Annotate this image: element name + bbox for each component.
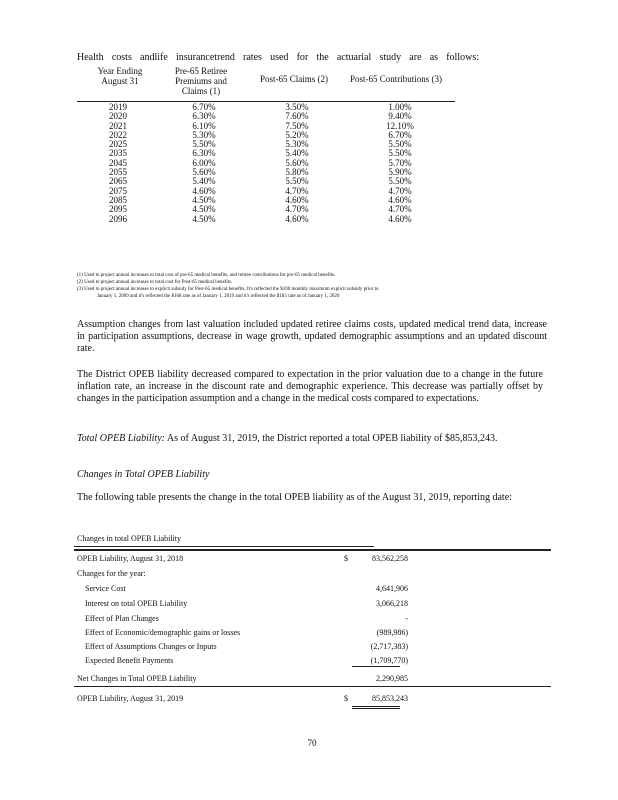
changes-row-label: Net Changes in Total OPEB Liability <box>77 674 197 683</box>
post65-contributions-cell: 12.10% <box>386 120 414 131</box>
post65-contributions-cell: 5.70% <box>388 157 412 168</box>
changes-row-amount: 2,290,985 <box>376 674 408 683</box>
year-cell: 2025 <box>109 139 127 150</box>
assumption-paragraph: Assumption changes from last valuation included updated retiree claims costs, updated medical trend data, increase in participation assumptions, decrease in wage growth, updated demographic assumptions and an updated discount rate. <box>77 319 547 354</box>
header-post65-contributions: Post-65 Contributions (3) <box>350 74 443 84</box>
post65-claims-cell: 3.50% <box>285 102 309 112</box>
changes-row-label: Changes for the year: <box>77 569 146 578</box>
footnote-2: (2) Used to project annual increases to total cost for Post-65 medical benefits. <box>77 280 233 285</box>
post65-claims-cell: 5.20% <box>285 129 309 140</box>
pre65-cell: 5.50% <box>192 139 216 150</box>
total-opeb-text: As of August 31, 2019, the District reported a total OPEB liability of $85,853,243. <box>166 433 498 444</box>
changes-row-amount: (2,717,383) <box>370 642 408 651</box>
post65-contributions-cell: 5.90% <box>388 167 412 178</box>
trend-row <box>77 215 455 224</box>
year-cell: 2055 <box>109 167 127 178</box>
pre65-cell: 5.60% <box>192 167 216 178</box>
pre65-cell: 6.70% <box>192 102 216 112</box>
post65-contributions-cell: 5.50% <box>388 139 412 150</box>
total-opeb-paragraph <box>77 433 507 445</box>
changes-heading: Changes in Total OPEB Liability <box>77 469 210 480</box>
changes-row-amount: 85,853,243 <box>372 694 408 703</box>
footnote-1: (1) Used to project annual increases to total cost of pre-65 medical benefits, and retiree contributions for pre-65 medical benefits. <box>77 273 336 278</box>
changes-row-dollar: $ <box>344 694 348 703</box>
total-rule-2 <box>352 708 400 709</box>
post65-contributions-cell: 6.70% <box>388 129 412 140</box>
pre65-cell: 6.30% <box>192 148 216 159</box>
post65-contributions-cell: 1.00% <box>388 102 412 112</box>
header-pre65: Pre-65 Retiree Premiums and Claims (1) <box>174 66 228 96</box>
changes-caption: Changes in total OPEB Liability <box>77 534 181 543</box>
changes-row-label: OPEB Liability, August 31, 2018 <box>77 554 184 563</box>
changes-row-amount: - <box>405 614 408 623</box>
header-year: Year Ending August 31 <box>97 66 143 86</box>
year-cell: 2022 <box>109 129 127 140</box>
post65-claims-cell: 4.70% <box>285 185 309 196</box>
changes-row-amount: (989,986) <box>376 628 408 637</box>
pre65-cell: 5.40% <box>192 176 216 187</box>
post65-contributions-cell: 9.40% <box>388 111 412 122</box>
total-opeb-heading: Total OPEB Liability: <box>77 433 165 444</box>
post65-contributions-cell: 4.70% <box>388 185 412 196</box>
total-rule-1 <box>352 706 400 707</box>
pre65-cell: 6.30% <box>192 111 216 122</box>
pre65-cell: 5.30% <box>192 129 216 140</box>
post65-claims-cell: 4.60% <box>285 213 309 224</box>
subtotal-rule <box>352 666 400 667</box>
post65-claims-cell: 5.80% <box>285 167 309 178</box>
post65-claims-cell: 5.60% <box>285 157 309 168</box>
changes-row-label: Service Cost <box>85 584 126 593</box>
year-cell: 2035 <box>109 148 127 159</box>
pre65-cell: 4.50% <box>192 194 216 205</box>
district-paragraph: The District OPEB liability decreased compared to expectation in the prior valuation due to a change in the future inflation rate, an increase in the discount rate and demographic experience. This decrease was partially offset by changes in the participation assumption and a change in the medical costs compared to expectations. <box>77 369 543 404</box>
post65-contributions-cell: 5.50% <box>388 176 412 187</box>
changes-row-amount: 4,641,906 <box>376 584 408 593</box>
table-top-rule <box>74 549 551 551</box>
changes-row-label: Interest on total OPEB Liability <box>85 599 188 608</box>
year-cell: 2095 <box>109 204 127 215</box>
footnote-3-cont: January 1, 2009 and it's reflected the $168 rate as of January 1, 2019 and it's reflected the $183 rate as of January 1, 2020 <box>97 294 340 299</box>
post65-claims-cell: 5.50% <box>285 176 309 187</box>
footnotes <box>77 272 559 300</box>
pre65-cell: 4.60% <box>192 185 216 196</box>
intro-text: Health costs andlife insurancetrend rates used for the actuarial study are as follows: <box>77 52 479 63</box>
changes-row-label: Effect of Economic/demographic gains or losses <box>85 628 241 637</box>
caption-rule <box>74 546 374 547</box>
post65-contributions-cell: 4.70% <box>388 204 412 215</box>
post65-claims-cell: 7.50% <box>285 120 309 131</box>
year-cell: 2045 <box>109 157 127 168</box>
pre65-cell: 4.50% <box>192 213 216 224</box>
pre65-cell: 4.50% <box>192 204 216 215</box>
year-cell: 2019 <box>109 102 127 112</box>
year-cell: 2096 <box>109 213 127 224</box>
post65-claims-cell: 5.40% <box>285 148 309 159</box>
changes-row-label: Effect of Plan Changes <box>85 614 159 623</box>
post65-claims-cell: 5.30% <box>285 139 309 150</box>
post65-claims-cell: 7.60% <box>285 111 309 122</box>
post65-contributions-cell: 4.60% <box>388 194 412 205</box>
pre65-cell: 6.00% <box>192 157 216 168</box>
post65-contributions-cell: 4.60% <box>388 213 412 224</box>
post65-contributions-cell: 5.50% <box>388 148 412 159</box>
changes-row-label: Effect of Assumptions Changes or Inputs <box>85 642 217 651</box>
net-changes-rule <box>74 686 551 687</box>
year-cell: 2085 <box>109 194 127 205</box>
changes-row-label: OPEB Liability, August 31, 2019 <box>77 694 184 703</box>
year-cell: 2021 <box>109 120 127 131</box>
changes-intro: The following table presents the change in the total OPEB liability as of the August 31, 2019, reporting date: <box>77 492 512 503</box>
year-cell: 2020 <box>109 111 127 122</box>
post65-claims-cell: 4.70% <box>285 204 309 215</box>
year-cell: 2075 <box>109 185 127 196</box>
page-number: 70 <box>307 738 317 748</box>
pre65-cell: 6.10% <box>192 120 216 131</box>
post65-claims-cell: 4.60% <box>285 194 309 205</box>
changes-row-amount: 83,562,258 <box>372 554 408 563</box>
trend-rates-table <box>77 103 455 224</box>
changes-row-amount: (1,709,770) <box>370 656 408 665</box>
changes-row-label: Expected Benefit Payments <box>85 656 174 665</box>
footnote-3: (3) Used to project annual increases to explicit subsidy for Post-65 medical benefits. It's reflected the $100 monthly maximum explicit subsidy prior to <box>77 287 379 292</box>
header-post65-claims: Post-65 Claims (2) <box>259 74 328 84</box>
year-cell: 2065 <box>109 176 127 187</box>
changes-row-amount: 3,066,218 <box>376 599 408 608</box>
changes-row-dollar: $ <box>344 554 348 563</box>
